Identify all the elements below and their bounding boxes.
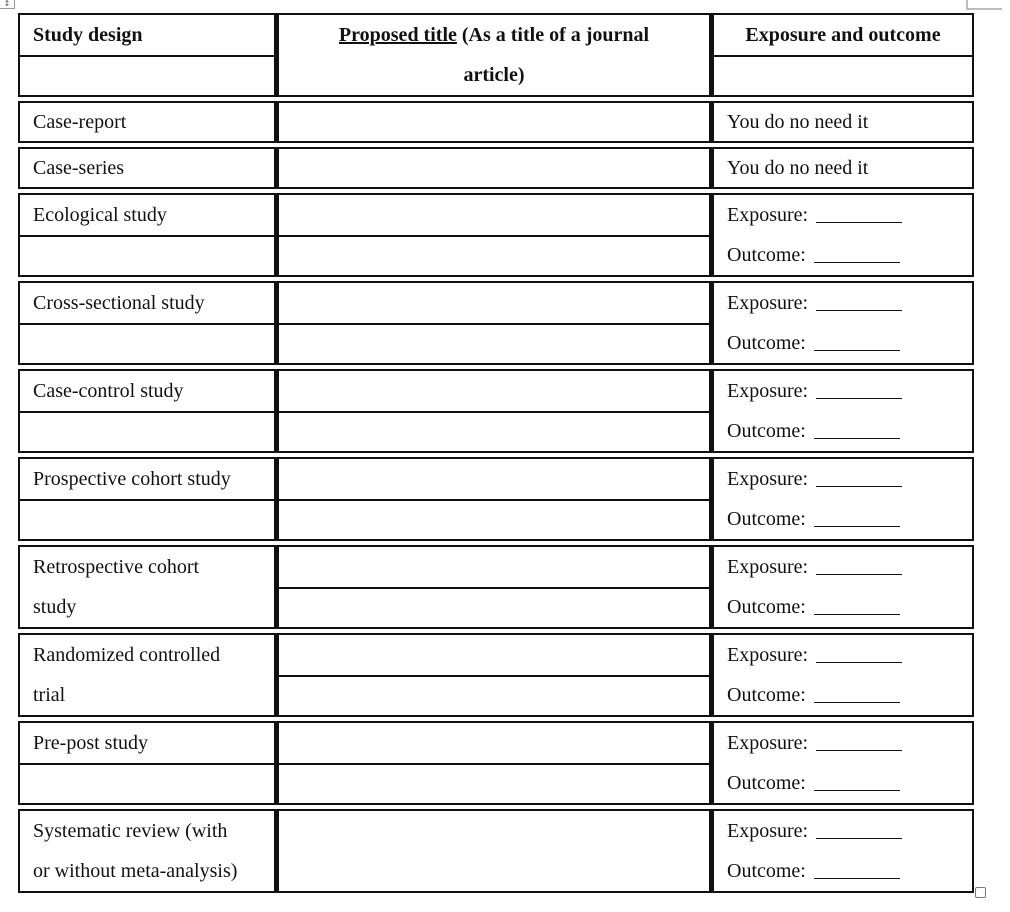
proposed-title-input[interactable]: [279, 675, 709, 715]
header-proposed-title-underlined: Proposed title: [338, 23, 457, 46]
outcome-line: [714, 763, 972, 803]
outcome-label: Outcome:: [727, 859, 806, 882]
proposed-title-cell[interactable]: [276, 545, 711, 629]
empty-line: [20, 323, 274, 363]
table-move-handle-icon[interactable]: ↕: [0, 0, 15, 9]
study-design-cell[interactable]: [18, 281, 276, 365]
header-exposure-outcome-cell[interactable]: [711, 13, 974, 97]
study-design-cell[interactable]: [18, 633, 276, 717]
exposure-line: [714, 723, 972, 763]
proposed-title-input[interactable]: [279, 235, 709, 275]
exposure-outcome-cell[interactable]: [711, 721, 974, 805]
outcome-label: Outcome:: [727, 331, 806, 354]
outcome-label: Outcome:: [727, 683, 806, 706]
study-design-label: Cross-sectional study: [33, 291, 205, 314]
proposed-title-cell[interactable]: [276, 369, 711, 453]
outcome-blank[interactable]: [814, 864, 900, 879]
exposure-outcome-cell[interactable]: [711, 147, 974, 189]
exposure-label: Exposure:: [727, 379, 809, 402]
exposure-blank[interactable]: [816, 296, 902, 311]
proposed-title-input[interactable]: [279, 283, 709, 323]
exposure-line: [714, 371, 972, 411]
study-design-cell[interactable]: [18, 147, 276, 189]
no-need-text: You do no need it: [727, 156, 869, 179]
table-row: [18, 809, 974, 893]
study-design-cell[interactable]: [18, 721, 276, 805]
study-design-label: Case-report: [33, 110, 127, 133]
proposed-title-input[interactable]: [279, 587, 709, 627]
proposed-title-input[interactable]: [279, 723, 709, 763]
study-design-cell[interactable]: [18, 457, 276, 541]
proposed-title-input[interactable]: [279, 195, 709, 235]
outcome-blank[interactable]: [814, 600, 900, 615]
outcome-blank[interactable]: [814, 776, 900, 791]
study-design-label-line1: Randomized controlled: [33, 643, 221, 666]
outcome-blank[interactable]: [814, 512, 900, 527]
study-design-table: [18, 13, 974, 897]
exposure-line: [714, 459, 972, 499]
table-row: [18, 457, 974, 541]
empty-line: [20, 411, 274, 451]
exposure-blank[interactable]: [816, 560, 902, 575]
study-design-label-line2: trial: [33, 683, 66, 706]
study-design-label-line2: study: [33, 595, 77, 618]
proposed-title-input[interactable]: [279, 547, 709, 587]
proposed-title-cell[interactable]: [276, 633, 711, 717]
study-design-label: Prospective cohort study: [33, 467, 231, 490]
exposure-line: [714, 635, 972, 675]
proposed-title-input[interactable]: [279, 499, 709, 539]
exposure-label: Exposure:: [727, 203, 809, 226]
outcome-line: [714, 499, 972, 539]
exposure-outcome-cell[interactable]: [711, 193, 974, 277]
outcome-line: [714, 587, 972, 627]
proposed-title-input[interactable]: [279, 763, 709, 803]
outcome-blank[interactable]: [814, 248, 900, 263]
proposed-title-input[interactable]: [279, 371, 709, 411]
exposure-outcome-cell[interactable]: [711, 545, 974, 629]
study-design-label: Pre-post study: [33, 731, 148, 754]
outcome-label: Outcome:: [727, 507, 806, 530]
exposure-label: Exposure:: [727, 643, 809, 666]
no-need-text: You do no need it: [727, 110, 869, 133]
header-exposure-outcome: Exposure and outcome: [745, 23, 941, 46]
table-row: [18, 193, 974, 277]
outcome-line: [714, 235, 972, 275]
study-design-cell[interactable]: [18, 809, 276, 893]
proposed-title-input[interactable]: [279, 103, 709, 141]
outcome-label: Outcome:: [727, 595, 806, 618]
table-row: [18, 545, 974, 629]
exposure-outcome-cell[interactable]: [711, 101, 974, 143]
page-corner-marker: [966, 0, 1002, 10]
outcome-line: [714, 411, 972, 451]
outcome-label: Outcome:: [727, 771, 806, 794]
proposed-title-input[interactable]: [279, 811, 709, 891]
table-row: [18, 369, 974, 453]
proposed-title-cell[interactable]: [276, 721, 711, 805]
exposure-outcome-cell[interactable]: [711, 369, 974, 453]
header-study-design-cell[interactable]: [18, 13, 276, 97]
header-proposed-title: [279, 15, 709, 55]
outcome-line: [714, 323, 972, 363]
empty-line: [20, 499, 274, 539]
exposure-line: [714, 811, 972, 851]
exposure-outcome-cell[interactable]: [711, 281, 974, 365]
empty-line: [20, 763, 274, 803]
exposure-blank[interactable]: [816, 736, 902, 751]
exposure-line: [714, 195, 972, 235]
empty-line: [20, 55, 274, 95]
proposed-title-input[interactable]: [279, 411, 709, 451]
table-row: [18, 633, 974, 717]
proposed-title-input[interactable]: [279, 149, 709, 187]
proposed-title-cell[interactable]: [276, 809, 711, 893]
outcome-blank[interactable]: [814, 336, 900, 351]
exposure-blank[interactable]: [816, 384, 902, 399]
exposure-label: Exposure:: [727, 291, 809, 314]
exposure-label: Exposure:: [727, 467, 809, 490]
study-design-label: Case-series: [33, 156, 125, 179]
study-design-cell[interactable]: [18, 193, 276, 277]
empty-line: [20, 235, 274, 275]
exposure-blank[interactable]: [816, 824, 902, 839]
outcome-label: Outcome:: [727, 243, 806, 266]
exposure-line: [714, 283, 972, 323]
exposure-label: Exposure:: [727, 555, 809, 578]
exposure-outcome-cell[interactable]: [711, 809, 974, 893]
exposure-blank[interactable]: [816, 208, 902, 223]
proposed-title-cell[interactable]: [276, 193, 711, 277]
table-header-row: [18, 13, 974, 97]
study-design-cell[interactable]: [18, 545, 276, 629]
header-study-design: Study design: [33, 23, 143, 46]
proposed-title-input[interactable]: [279, 323, 709, 363]
table-row: [18, 281, 974, 365]
exposure-outcome-cell[interactable]: [711, 633, 974, 717]
proposed-title-cell[interactable]: [276, 101, 711, 143]
study-design-label: Case-control study: [33, 379, 184, 402]
exposure-line: [714, 547, 972, 587]
table-row: [18, 721, 974, 805]
study-design-label-line1: Retrospective cohort: [33, 555, 200, 578]
exposure-blank[interactable]: [816, 472, 902, 487]
outcome-label: Outcome:: [727, 419, 806, 442]
proposed-title-input[interactable]: [279, 635, 709, 675]
header-proposed-title-cell[interactable]: [276, 13, 711, 97]
outcome-line: [714, 675, 972, 715]
exposure-blank[interactable]: [816, 648, 902, 663]
exposure-outcome-cell[interactable]: [711, 457, 974, 541]
exposure-label: Exposure:: [727, 731, 809, 754]
proposed-title-cell[interactable]: [276, 147, 711, 189]
study-design-cell[interactable]: [18, 101, 276, 143]
outcome-line: [714, 851, 972, 891]
header-proposed-title-line2: article): [463, 63, 525, 86]
study-design-cell[interactable]: [18, 369, 276, 453]
table-row: [18, 147, 974, 189]
study-design-label-line2: or without meta-analysis): [33, 859, 238, 882]
table-row: [18, 101, 974, 143]
outcome-blank[interactable]: [814, 424, 900, 439]
proposed-title-cell[interactable]: [276, 457, 711, 541]
header-proposed-title-rest: (As a title of a journal: [456, 23, 650, 46]
outcome-blank[interactable]: [814, 688, 900, 703]
exposure-label: Exposure:: [727, 819, 809, 842]
empty-line: [714, 55, 972, 95]
proposed-title-cell[interactable]: [276, 281, 711, 365]
study-design-label: Ecological study: [33, 203, 167, 226]
table-resize-handle-icon[interactable]: [975, 887, 986, 898]
proposed-title-input[interactable]: [279, 459, 709, 499]
study-design-label-line1: Systematic review (with: [33, 819, 228, 842]
